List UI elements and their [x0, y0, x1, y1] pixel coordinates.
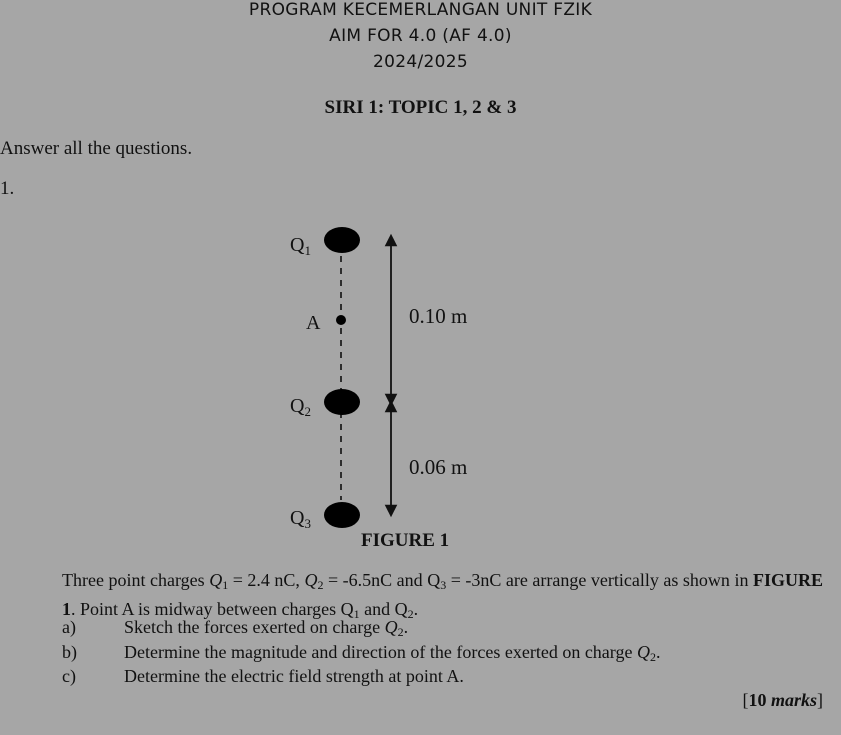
label-q1: $Q_1$ — [290, 234, 311, 258]
figure-caption: FIGURE 1 — [361, 530, 450, 551]
distance-label-2: 0.06 m — [409, 455, 468, 479]
header-program: PROGRAM KECEMERLANGAN UNIT FZIK — [248, 0, 593, 20]
charge-q3 — [324, 502, 360, 528]
label-q2: $Q_2$ — [290, 395, 311, 419]
charge-q1 — [324, 227, 360, 253]
question-number: 1. — [0, 178, 15, 199]
point-a — [336, 315, 346, 325]
instruction-text: Answer all the questions. — [0, 138, 193, 159]
q1-symbol: Q — [209, 570, 223, 590]
q2-symbol: Q — [304, 570, 318, 590]
header-year: 2024/2025 — [373, 52, 468, 72]
q3-symbol: Q — [427, 570, 441, 590]
header-aim: AIM FOR 4.0 (AF 4.0) — [329, 26, 512, 46]
figure-reference: FIGURE 1 — [62, 570, 823, 619]
question-body: Three point charges $Q_1 = 2.4$ nC, $Q_2 = -6.5nC$ and $Q_3 = -3nC$ are arrange vertically as shown in FIGURE 1. Point A is midway between charges $Q_1$ and $Q_2$. — [62, 570, 823, 621]
distance-label-1: 0.10 m — [409, 304, 468, 328]
marks-label: [10 marks] — [742, 690, 823, 710]
label-q3: $Q_3$ — [290, 507, 311, 531]
label-a: A — [306, 312, 321, 334]
section-title: SIRI 1: TOPIC 1, 2 & 3 — [324, 97, 517, 118]
charge-q2 — [324, 389, 360, 415]
